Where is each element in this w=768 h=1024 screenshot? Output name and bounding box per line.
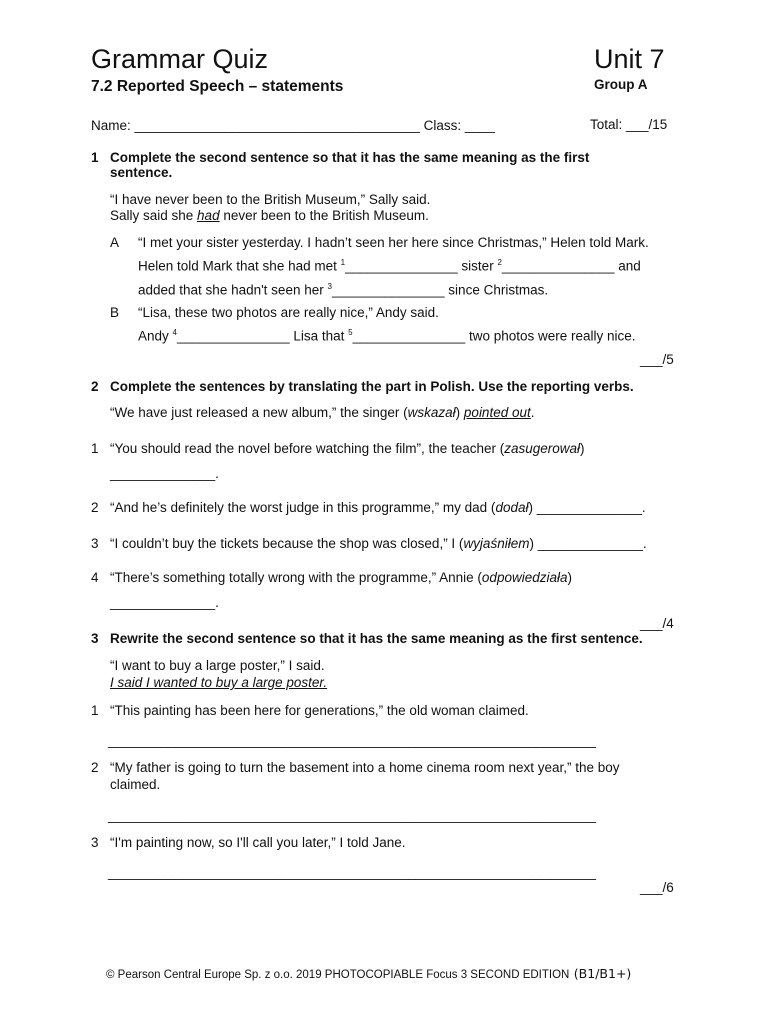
ex1-instruction-line1: Complete the second sentence so that it has the same meaning as the first	[110, 150, 590, 165]
ex1-a-line2: Helen told Mark that she had met $^1$_______________ sister $^2$_______________ and	[138, 258, 641, 274]
ex2-item-3: “I couldn’t buy the tickets because the shop was closed,” I (wyjaśniłem) ______________.	[110, 536, 647, 551]
ex2-item-number: 4	[91, 570, 99, 585]
copyright: © Pearson Central Europe Sp. z o.o. 2019 PHOTOCOPIABLE Focus 3 SECOND EDITION	[106, 969, 570, 981]
ex2-item-number: 3	[91, 536, 99, 551]
ex3-item-2: “My father is going to turn the basement into a home cinema room next year,” the boy	[110, 760, 620, 775]
quiz-subtitle: 7.2 Reported Speech – statements	[91, 78, 344, 95]
ex3-instruction: Rewrite the second sentence so that it has the same meaning as the first sentence.	[110, 631, 643, 646]
ex1-example-answer: had	[197, 208, 220, 223]
ex1-example-line2: Sally said she had never been to the British Museum.	[110, 208, 429, 223]
name-class-line: Name: ______________________________________ Class: ____	[91, 118, 495, 133]
ex1-b-line1: “Lisa, these two photos are really nice,” Andy said.	[138, 305, 439, 320]
ex1-a-line1: “I met your sister yesterday. I hadn’t seen her here since Christmas,” Helen told Mark.	[138, 235, 649, 250]
quiz-title: Grammar Quiz	[91, 44, 269, 74]
ex2-item-1-blank: ______________.	[110, 466, 219, 481]
ex3-number: 3	[91, 631, 99, 646]
ex2-item-1: “You should read the novel before watching the film”, the teacher (zasugerował)	[110, 441, 585, 456]
ex3-example-answer: I said I wanted to buy a large poster.	[110, 675, 328, 690]
ex2-score: ___/4	[640, 616, 674, 631]
ex3-item-1: “This painting has been here for generations,” the old woman claimed.	[110, 703, 529, 718]
ex2-number: 2	[91, 379, 99, 394]
ex2-item-2: “And he’s definitely the worst judge in this programme,” my dad (dodał) ______________.	[110, 500, 646, 515]
unit-label: Unit 7	[594, 44, 665, 74]
total-score: Total: ___/15	[590, 117, 668, 132]
ex3-item-number: 3	[91, 835, 99, 850]
group-label: Group A	[594, 77, 648, 92]
ex1-instruction-line2: sentence.	[110, 165, 173, 180]
level-label: (B1/B1+)	[573, 966, 632, 981]
ex3-score: ___/6	[640, 880, 674, 895]
ex2-example: “We have just released a new album,” the singer (wskazał) pointed out.	[110, 405, 535, 420]
ex3-item-3: “I'm painting now, so I'll call you later,” I told Jane.	[110, 835, 406, 850]
ex1-score: ___/5	[640, 352, 674, 367]
ex1-number: 1	[91, 150, 99, 165]
ex1-a-line3: added that she hadn't seen her $^3$_______________ since Christmas.	[138, 282, 549, 298]
ex3-answer-line: _________________________________________________________________	[108, 733, 597, 748]
ex2-item-4: “There’s something totally wrong with the programme,” Annie (odpowiedziała)	[110, 570, 572, 585]
ex1-b-label: B	[110, 305, 120, 320]
ex2-item-4-blank: ______________.	[110, 595, 219, 610]
ex3-item-number: 2	[91, 760, 99, 775]
ex2-item-number: 2	[91, 500, 99, 515]
ex3-answer-line: _________________________________________________________________	[108, 808, 597, 823]
footer	[106, 965, 631, 983]
ex1-b-line2: Andy $^4$_______________ Lisa that $^5$_______________ two photos were really nice.	[138, 328, 636, 344]
ex1-example-line1: “I have never been to the British Museum,” Sally said.	[110, 192, 431, 207]
ex2-item-number: 1	[91, 441, 99, 456]
ex3-answer-line: _________________________________________________________________	[108, 865, 597, 880]
ex3-example-line1: “I want to buy a large poster,” I said.	[110, 658, 325, 673]
ex3-item-2-cont: claimed.	[110, 777, 161, 792]
ex2-example-answer: pointed out	[463, 405, 531, 420]
ex2-instruction: Complete the sentences by translating the part in Polish. Use the reporting verbs.	[110, 379, 634, 394]
ex1-a-label: A	[110, 235, 120, 250]
ex3-item-number: 1	[91, 703, 99, 718]
